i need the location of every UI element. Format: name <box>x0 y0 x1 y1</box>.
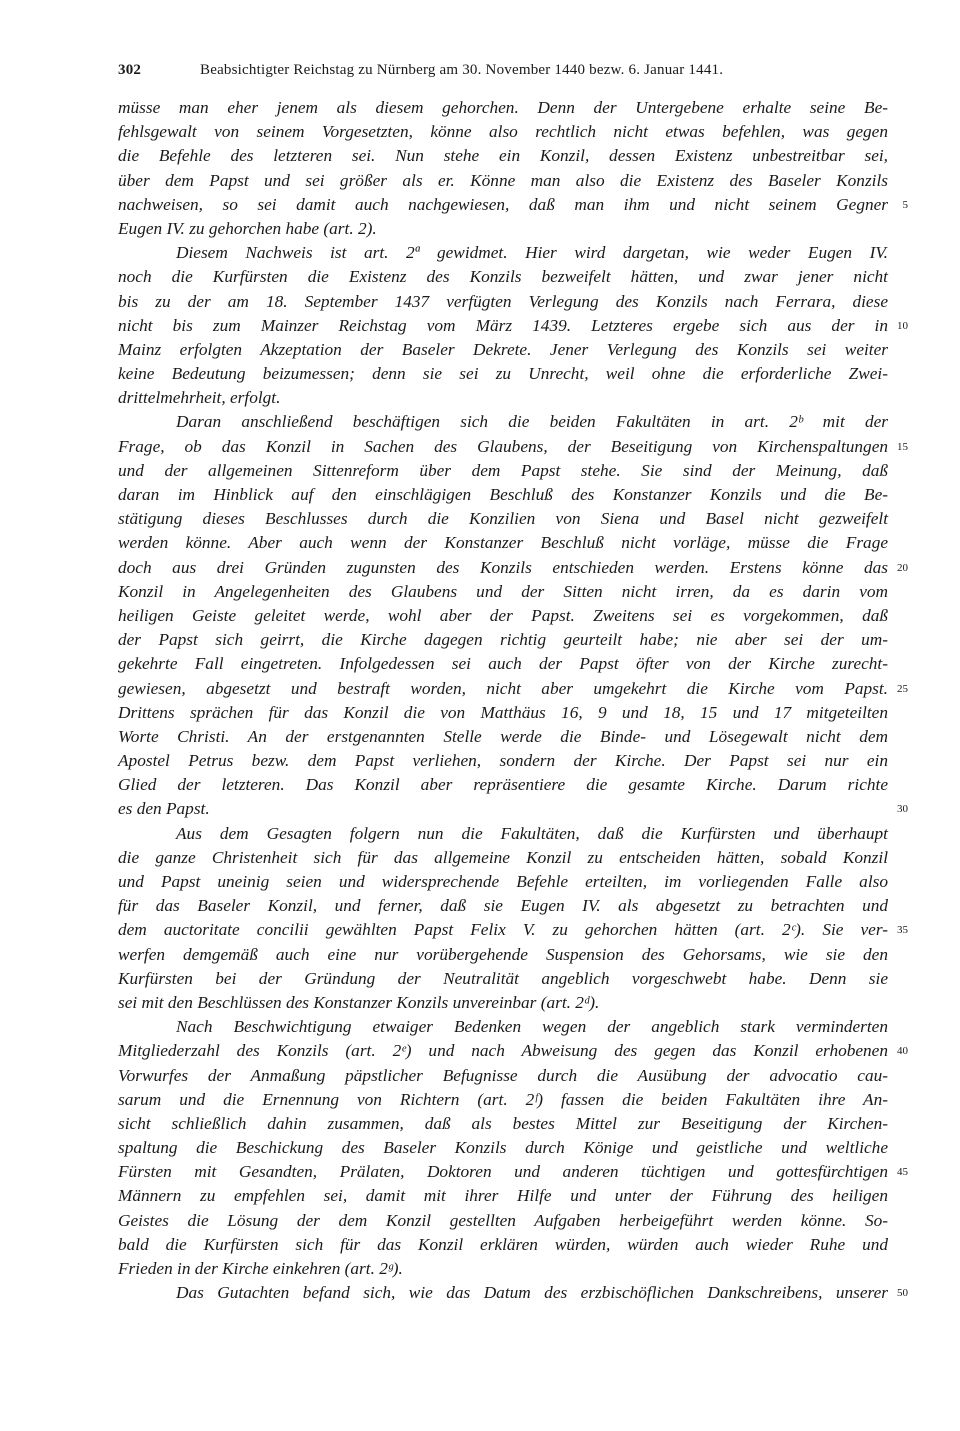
text-line <box>118 725 888 749</box>
line-text: müsse man eher jenem als diesem gehorchen. Denn der Untergebene erhalte seine Be- <box>118 98 888 117</box>
text-line <box>118 435 908 459</box>
text-line <box>118 846 888 870</box>
line-text: Aus dem Gesagten folgern nun die Fakultäten, daß die Kurfürsten und überhaupt <box>176 823 888 843</box>
line-text: und der allgemeinen Sittenreform über dem Papst stehe. Sie sind der Meinung, daß <box>118 460 888 480</box>
line-text: Fürsten mit Gesandten, Prälaten, Doktoren und anderen tüchtigen und gottesfürchtigen <box>118 1162 888 1182</box>
line-text: nachweisen, so sei damit auch nachgewiesen, daß man ihm und nicht seinem Gegner <box>118 194 888 214</box>
line-text: werfen demgemäß auch eine nur vorübergehende Suspension des Gehorsams, wie sie den <box>118 944 888 964</box>
text-line <box>118 967 888 991</box>
text-line <box>118 1160 908 1184</box>
text-line <box>118 1184 888 1208</box>
line-text: keine Bedeutung beizumessen; denn sie sei zu Unrecht, weil ohne die erforderliche Zwei- <box>118 364 888 384</box>
line-text: die ganze Christenheit sich für das allgemeine Konzil zu entscheiden hätten, sobald Konzil <box>118 847 888 867</box>
text-line <box>118 1209 888 1233</box>
text-line <box>118 1112 888 1136</box>
text-line <box>118 96 888 120</box>
text-line <box>118 483 888 507</box>
line-text: Daran anschließend beschäftigen sich die beiden Fakultäten in art. 2ᵇ mit der <box>176 412 888 432</box>
line-text: nicht bis zum Mainzer Reichstag vom März 1439. Letzteres ergebe sich aus der in <box>118 315 888 335</box>
text-line <box>118 531 888 555</box>
text-line <box>118 144 888 168</box>
line-text: für das Baseler Konzil, und ferner, daß sie Eugen IV. als abgesetzt zu betrachten und <box>118 896 888 916</box>
line-text: dem auctoritate concilii gewählten Papst Felix V. zu gehorchen hätten (art. 2ᶜ). Sie ver- <box>118 920 888 940</box>
line-text: noch die Kurfürsten die Existenz des Konzils bezweifelt hätten, und zwar jener nicht <box>118 267 888 287</box>
line-text: daran im Hinblick auf den einschlägigen Beschluß des Konstanzer Konzils und die Be- <box>118 485 888 504</box>
text-line <box>118 556 908 580</box>
line-text: spaltung die Beschickung des Baseler Konzils durch Könige und geistliche und weltliche <box>118 1138 888 1158</box>
line-text: Geistes die Lösung der dem Konzil gestellten Aufgaben herbeigeführt werden könne. So- <box>118 1210 888 1230</box>
text-line <box>118 1257 888 1281</box>
text-line <box>118 386 888 410</box>
text-line <box>118 1015 888 1039</box>
text-line <box>118 943 888 967</box>
line-text: stätigung dieses Beschlusses durch die Konzilien von Siena und Basel nicht gezweifelt <box>118 509 888 529</box>
text-line <box>118 1039 908 1063</box>
line-number: 30 <box>897 803 908 816</box>
line-text: Männern zu empfehlen sei, damit mit ihrer Hilfe und unter der Führung des heiligen <box>118 1186 888 1206</box>
line-text: gekehrte Fall eingetreten. Infolgedessen sei auch der Papst öfter von der Kirche zurecht- <box>118 654 888 674</box>
line-text: der Papst sich geirrt, die Kirche dagegen richtig geurteilt habe; nie aber sei der um- <box>118 630 888 650</box>
text-line <box>118 1281 908 1305</box>
text-line <box>118 1136 888 1160</box>
line-text: fehlsgewalt von seinem Vorgesetzten, könne also rechtlich nicht etwas befehlen, was gegen <box>118 122 888 142</box>
text-line <box>118 773 888 797</box>
line-number: 45 <box>897 1166 908 1179</box>
text-line <box>118 870 888 894</box>
line-text: Kurfürsten bei der Gründung der Neutralität angeblich vorgeschwebt habe. Denn sie <box>118 968 888 988</box>
text-line <box>118 314 908 338</box>
text-line <box>118 507 888 531</box>
text-line <box>118 749 888 773</box>
line-text: Apostel Petrus bezw. dem Papst verliehen, sondern der Kirche. Der Papst sei nur ein <box>118 751 888 771</box>
text-line <box>118 1064 888 1088</box>
line-text: Mitgliederzahl des Konzils (art. 2ᵉ) und nach Abweisung des gegen das Konzil erhobenen <box>118 1041 888 1061</box>
text-line <box>118 120 888 144</box>
line-text: über dem Papst und sei größer als er. Könne man also die Existenz des Baseler Konzils <box>118 170 888 190</box>
text-line <box>118 677 908 701</box>
text-line <box>118 580 888 604</box>
line-text: Diesem Nachweis ist art. 2ª gewidmet. Hier wird dargetan, wie weder Eugen IV. <box>176 243 888 263</box>
line-text: Frage, ob das Konzil in Sachen des Glaubens, der Beseitigung von Kirchenspaltungen <box>118 436 888 456</box>
line-text: und Papst uneinig seien und widersprechende Befehle erteilten, im vorliegenden Falle also <box>118 872 888 891</box>
text-line <box>118 1233 888 1257</box>
text-line <box>118 338 888 362</box>
line-number: 40 <box>897 1045 908 1058</box>
line-text: Das Gutachten befand sich, wie das Datum des erzbischöflichen Dankschreibens, unserer <box>176 1283 888 1303</box>
line-text: Nach Beschwichtigung etwaiger Bedenken wegen der angeblich stark verminderten <box>176 1017 888 1037</box>
text-line <box>118 193 908 217</box>
line-text: Drittens sprächen für das Konzil die von Matthäus 16, 9 und 18, 15 und 17 mitgeteilten <box>118 702 888 722</box>
text-line <box>118 991 888 1015</box>
running-header <box>118 62 908 86</box>
text-line <box>118 362 888 386</box>
line-number: 20 <box>897 561 908 574</box>
line-number: 5 <box>902 198 908 211</box>
line-text: Konzil in Angelegenheiten des Glaubens und der Sitten nicht irren, da es darin vom <box>118 581 888 601</box>
line-number: 25 <box>897 682 908 695</box>
text-line <box>118 1088 888 1112</box>
text-line <box>118 918 908 942</box>
line-text: gewiesen, abgesetzt und bestraft worden, nicht aber umgekehrt die Kirche vom Papst. <box>118 678 888 698</box>
text-line <box>118 290 888 314</box>
text-line <box>118 797 908 821</box>
line-number: 50 <box>897 1287 908 1300</box>
text-line <box>118 628 888 652</box>
line-number: 15 <box>897 440 908 453</box>
line-number: 10 <box>897 319 908 332</box>
text-line <box>118 894 888 918</box>
line-text: Vorwurfes der Anmaßung päpstlicher Befugnisse durch die Ausübung der advocatio cau- <box>118 1065 888 1085</box>
text-line <box>118 459 888 483</box>
text-line <box>118 217 888 241</box>
body-text <box>118 96 908 1305</box>
line-text: Frieden in der Kirche einkehren (art. 2ᵍ). <box>118 1259 403 1278</box>
page-number: 302 <box>118 62 142 78</box>
text-line <box>118 169 888 193</box>
line-text: Worte Christi. An der erstgenannten Stelle werde die Binde- und Lösegewalt nicht dem <box>118 726 888 746</box>
text-line <box>118 604 888 628</box>
line-text: sarum und die Ernennung von Richtern (art. 2ᶠ) fassen die beiden Fakultäten ihre An- <box>118 1089 888 1109</box>
line-text: heiligen Geiste geleitet werde, wohl aber der Papst. Zweitens sei es vorgekommen, daß <box>118 605 888 625</box>
line-text: drittelmehrheit, erfolgt. <box>118 388 281 408</box>
line-number: 35 <box>897 924 908 937</box>
line-text: sicht schließlich dahin zusammen, daß als bestes Mittel zur Beseitigung der Kirchen- <box>118 1113 888 1133</box>
text-line <box>118 822 888 846</box>
line-text: sei mit den Beschlüssen des Konstanzer Konzils unvereinbar (art. 2ᵈ). <box>118 992 600 1012</box>
running-title: Beabsichtigter Reichstag zu Nürnberg am 30. November 1440 bezw. 6. Januar 1441. <box>200 62 724 78</box>
text-line <box>118 410 888 434</box>
text-line <box>118 265 888 289</box>
line-text: Eugen IV. zu gehorchen habe (art. 2). <box>118 218 377 238</box>
text-line <box>118 652 888 676</box>
text-line <box>118 701 888 725</box>
line-text: doch aus drei Gründen zugunsten des Konzils entschieden werden. Erstens könne das <box>118 557 888 577</box>
line-text: bis zu der am 18. September 1437 verfügten Verlegung des Konzils nach Ferrara, diese <box>118 291 888 311</box>
line-text: bald die Kurfürsten sich für das Konzil erklären würden, würden auch wieder Ruhe und <box>118 1234 888 1254</box>
text-line <box>118 241 888 265</box>
line-text: die Befehle des letzteren sei. Nun stehe ein Konzil, dessen Existenz unbestreitbar sei, <box>118 146 888 166</box>
line-text: Glied der letzteren. Das Konzil aber repräsentiere die gesamte Kirche. Darum richte <box>118 775 888 795</box>
line-text: werden könne. Aber auch wenn der Konstanzer Beschluß nicht vorläge, müsse die Frage <box>118 533 888 553</box>
line-text: es den Papst. <box>118 799 210 819</box>
line-text: Mainz erfolgten Akzeptation der Baseler Dekrete. Jener Verlegung des Konzils sei weiter <box>118 339 888 359</box>
